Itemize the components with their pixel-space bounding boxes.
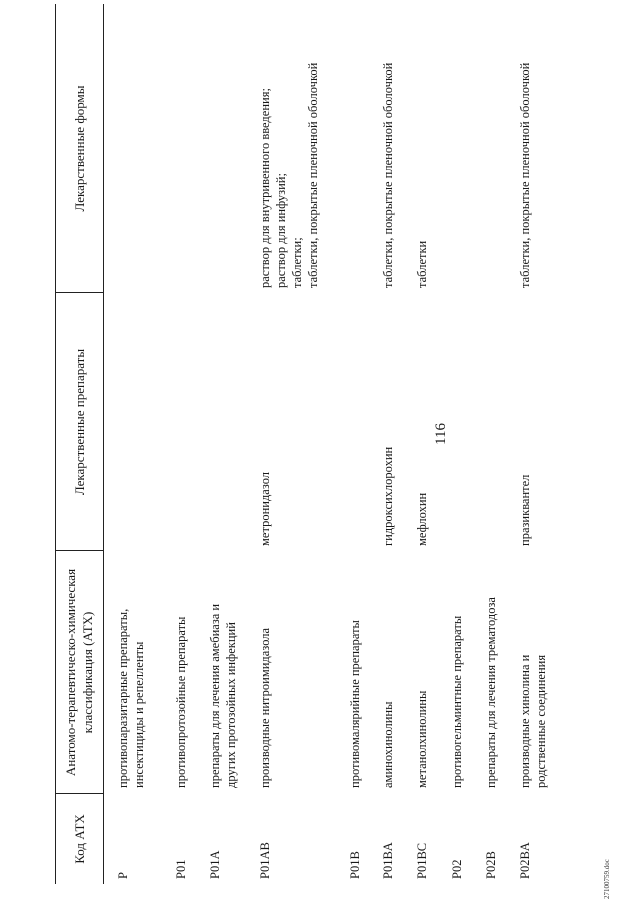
row-drug: празиквантел	[518, 474, 532, 546]
row-code: P02	[450, 859, 464, 879]
row-code: P01BA	[381, 842, 395, 879]
row-classification: противопаразитарные препараты, инсектициды и репелленты	[116, 608, 146, 788]
row-classification: противогельминтные препараты	[450, 615, 464, 788]
row-classification: противопротозойные препараты	[174, 616, 188, 788]
row-classification: производные хинолина и родственные соединения	[518, 654, 548, 788]
row-classification: производные нитроимидазола	[258, 627, 272, 788]
row-classification: препараты для лечения трематодоза	[484, 597, 498, 788]
document-id: 27100759.doc	[603, 859, 611, 899]
row-classification: препараты для лечения амебиаза и других протозойных инфекций	[208, 603, 238, 788]
header-classification-label: Анатомо-терапевтическо-химическая классификация (АТХ)	[63, 568, 95, 777]
row-code: P01A	[208, 850, 222, 879]
row-forms: таблетки, покрытые пленочной оболочкой	[518, 62, 532, 288]
header-drugs-label: Лекарственные препараты	[71, 348, 87, 496]
row-code: P02B	[484, 851, 498, 879]
row-code: P01BC	[415, 842, 429, 879]
row-classification: противомалярийные препараты	[348, 620, 362, 788]
row-code: P01	[174, 859, 188, 879]
row-forms: раствор для внутривенного введения; раствор для инфузий; таблетки; таблетки, покрытые пленочной оболочкой	[258, 62, 320, 288]
row-classification: метанолхинолины	[415, 690, 429, 788]
header-forms	[55, 4, 103, 293]
row-code: P01AB	[258, 842, 272, 879]
row-classification: аминохинолины	[381, 701, 395, 788]
page-number: 116	[433, 423, 449, 445]
row-code: P01B	[348, 851, 362, 879]
row-forms: таблетки	[415, 240, 429, 288]
atc-table	[55, 4, 580, 884]
row-drug: гидроксихлорохин	[381, 446, 395, 546]
row-code: P02BA	[518, 842, 532, 879]
header-bottom-rule	[103, 4, 104, 884]
row-drug: мефлохин	[415, 492, 429, 546]
header-forms-label: Лекарственные формы	[71, 85, 87, 212]
row-drug: метронидазол	[258, 471, 272, 546]
header-drugs	[55, 293, 103, 551]
row-code: P	[116, 872, 130, 879]
header-classification	[55, 551, 103, 794]
row-forms: таблетки, покрытые пленочной оболочкой	[381, 62, 395, 288]
header-code-label: Код АТХ	[71, 814, 87, 864]
header-code	[55, 794, 103, 884]
